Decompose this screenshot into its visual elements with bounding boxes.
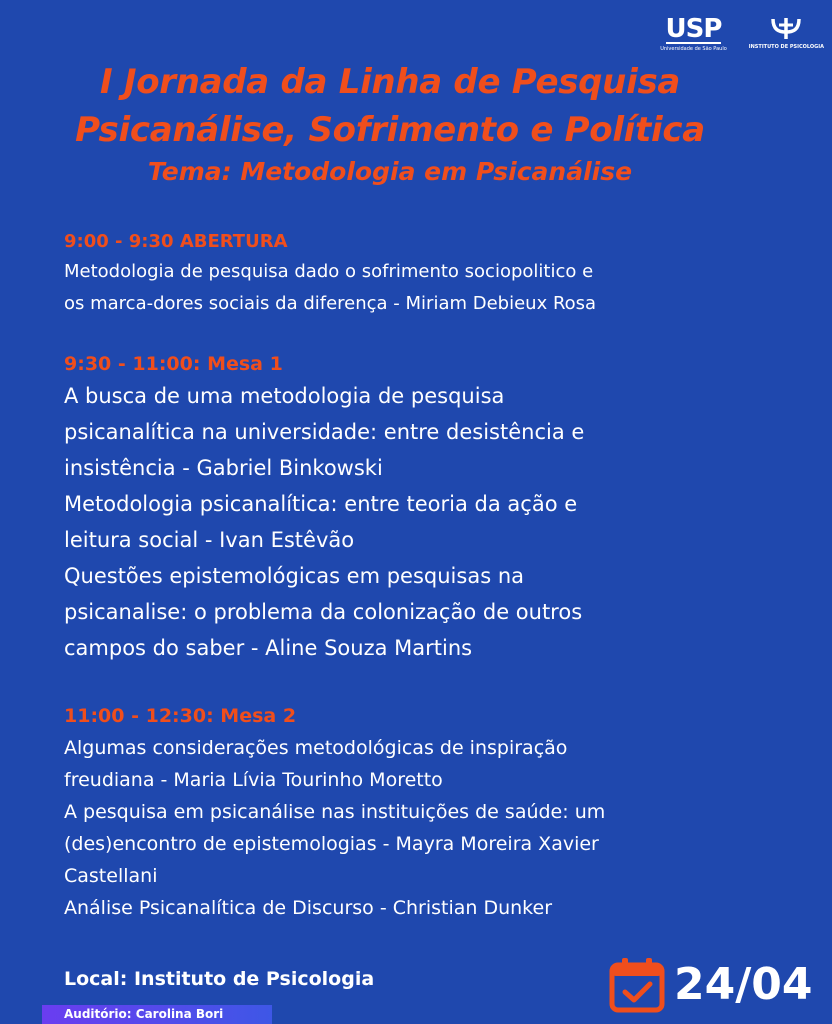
- program-line: leitura social - Ivan Estêvão: [64, 528, 355, 552]
- usp-logo: [660, 16, 727, 52]
- section-heading: 9:00 - 9:30 ABERTURA: [64, 231, 288, 252]
- program-line: Questões epistemológicas em pesquisas na: [64, 564, 525, 588]
- program-line: (des)encontro de epistemologias - Mayra Moreira Xavier: [64, 833, 599, 855]
- section-heading: 11:00 - 12:30: Mesa 2: [64, 705, 297, 727]
- calendar-check-icon: [608, 956, 666, 1014]
- program-line: A busca de uma metodologia de pesquisa: [64, 384, 505, 408]
- event-location: Local: Instituto de Psicologia: [64, 968, 375, 990]
- program-line: insistência - Gabriel Binkowski: [64, 456, 383, 480]
- instituto-psicologia-label: INSTITUTO DE PSICOLOGIA: [748, 44, 824, 50]
- section-heading: 9:30 - 11:00: Mesa 1: [64, 353, 283, 375]
- program-line: Metodologia de pesquisa dado o sofrimento sociopolitico e: [64, 261, 594, 282]
- program-line: Algumas considerações metodológicas de inspiração: [64, 737, 568, 759]
- event-title-line-1: I Jornada da Linha de Pesquisa: [99, 62, 681, 102]
- program-section-mesa-1: [64, 350, 804, 666]
- event-auditorium: Auditório: Carolina Bori: [42, 1005, 272, 1024]
- event-theme: Tema: Metodologia em Psicanálise: [147, 157, 633, 186]
- program-section-abertura: [64, 228, 804, 320]
- psi-icon: [769, 16, 803, 40]
- header: [0, 58, 780, 190]
- program-line: os marca-dores sociais da diferença - Miriam Debieux Rosa: [64, 293, 597, 314]
- program: [64, 228, 804, 954]
- logos: [660, 16, 824, 52]
- usp-logo-mark: USP: [665, 14, 722, 44]
- event-title-line-2: Psicanálise, Sofrimento e Política: [75, 110, 705, 150]
- program-line: campos do saber - Aline Souza Martins: [64, 636, 473, 660]
- event-date: 24/04: [674, 959, 813, 1010]
- program-line: psicanalítica na universidade: entre desistência e: [64, 420, 585, 444]
- usp-logo-subtitle: Universidade de São Paulo: [660, 46, 727, 52]
- event-date-block: [608, 955, 813, 1015]
- program-line: A pesquisa em psicanálise nas instituições de saúde: um: [64, 801, 606, 823]
- program-line: Castellani: [64, 865, 158, 887]
- program-line: freudiana - Maria Lívia Tourinho Moretto: [64, 769, 443, 791]
- program-section-mesa-2: [64, 700, 804, 924]
- instituto-psicologia-logo: [749, 16, 824, 50]
- program-line: Análise Psicanalítica de Discurso - Christian Dunker: [64, 897, 553, 919]
- program-line: psicanalise: o problema da colonização de outros: [64, 600, 583, 624]
- program-line: Metodologia psicanalítica: entre teoria da ação e: [64, 492, 578, 516]
